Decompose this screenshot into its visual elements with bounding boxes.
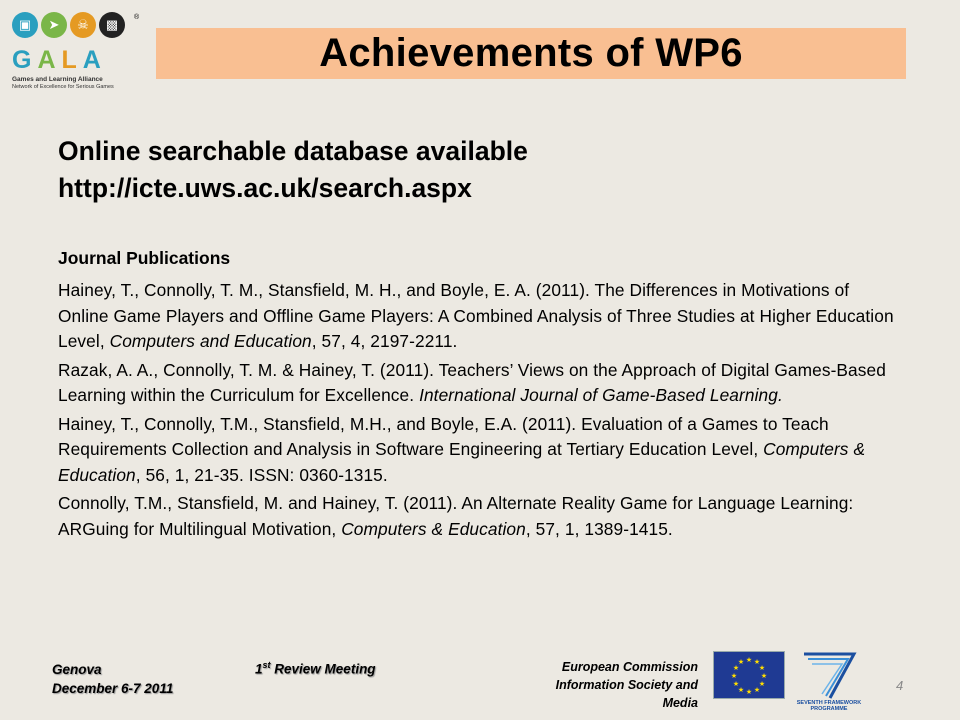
page-number: 4 [896,678,904,693]
gala-logo [8,12,140,92]
reference-item: Hainey, T., Connolly, T.M., Stansfield, M.H., and Boyle, E.A. (2011). Evaluation of a Games to Teach Requirements Collection and Analysis in Software Engineering at Tertiary Education Level, Computers & Education, 56, 1, 21-35. ISSN: 0360-1315. [58,413,866,485]
svg-text:★: ★ [730,672,738,680]
svg-text:★: ★ [758,680,766,688]
registered-mark: ® [134,14,140,21]
book-icon: ▩ [99,12,125,38]
svg-text:★: ★ [737,686,745,694]
rocket-icon: ➤ [41,12,67,38]
monitor-icon: ▣ [12,12,38,38]
database-heading [58,133,528,207]
reference-item: Connolly, T.M., Stansfield, M. and Hainey, T. (2011). An Alternate Reality Game for Language Learning: ARGuing for Multilingual Motivation, Computers & Education, 57, 1, 1389-1415. [58,493,854,539]
svg-text:★: ★ [753,658,761,666]
svg-text:★: ★ [758,664,766,672]
svg-text:★: ★ [732,680,740,688]
logo-wordmark: GALA [12,46,107,74]
svg-text:★: ★ [737,658,745,666]
svg-text:★: ★ [732,664,740,672]
fp7-logo [790,650,868,712]
svg-text:★: ★ [745,656,753,664]
footer-dates: December 6-7 2011 [52,681,174,696]
footer-city: Genova [52,662,102,677]
footer-location [52,660,173,698]
fp7-caption: SEVENTH FRAMEWORK PROGRAMME [796,700,862,712]
logo-tagline: Games and Learning Alliance [12,76,103,83]
reference-item: Hainey, T., Connolly, T. M., Stansfield, M. H., and Boyle, E. A. (2011). The Differences in Motivations of Online Game Players and Offline Game Players: A Combined Analysis of Three Studies at Higher Education Level, Computers and Education, 57, 4, 2197-2211. [58,280,894,351]
logo-subtagline: Network of Excellence for Serious Games [12,84,114,90]
slide-title: Achievements of WP6 [319,31,743,75]
joystick-icon: ☠ [70,12,96,38]
eu-stars [714,652,784,698]
section-label: Journal Publications [58,248,231,268]
footer-ec-text: European Commission Information Society and Media [555,660,698,710]
eu-flag-icon [713,651,785,699]
heading-line-1: Online searchable database available [58,136,528,166]
svg-text:★: ★ [753,686,761,694]
reference-item: Razak, A. A., Connolly, T. M. & Hainey, T. (2011). Teachers’ Views on the Approach of Digital Games-Based Learning within the Curriculum for Excellence. International Journal of Game-Based Learning. [58,359,886,405]
database-url[interactable]: http://icte.uws.ac.uk/search.aspx [58,173,472,203]
logo-icons [12,12,140,38]
svg-text:★: ★ [760,672,768,680]
title-bar [156,28,906,79]
reference-list [58,278,903,545]
fp7-seven-icon [790,650,868,700]
footer-meeting: 1st Review Meeting [255,660,376,677]
svg-text:★: ★ [745,688,753,696]
